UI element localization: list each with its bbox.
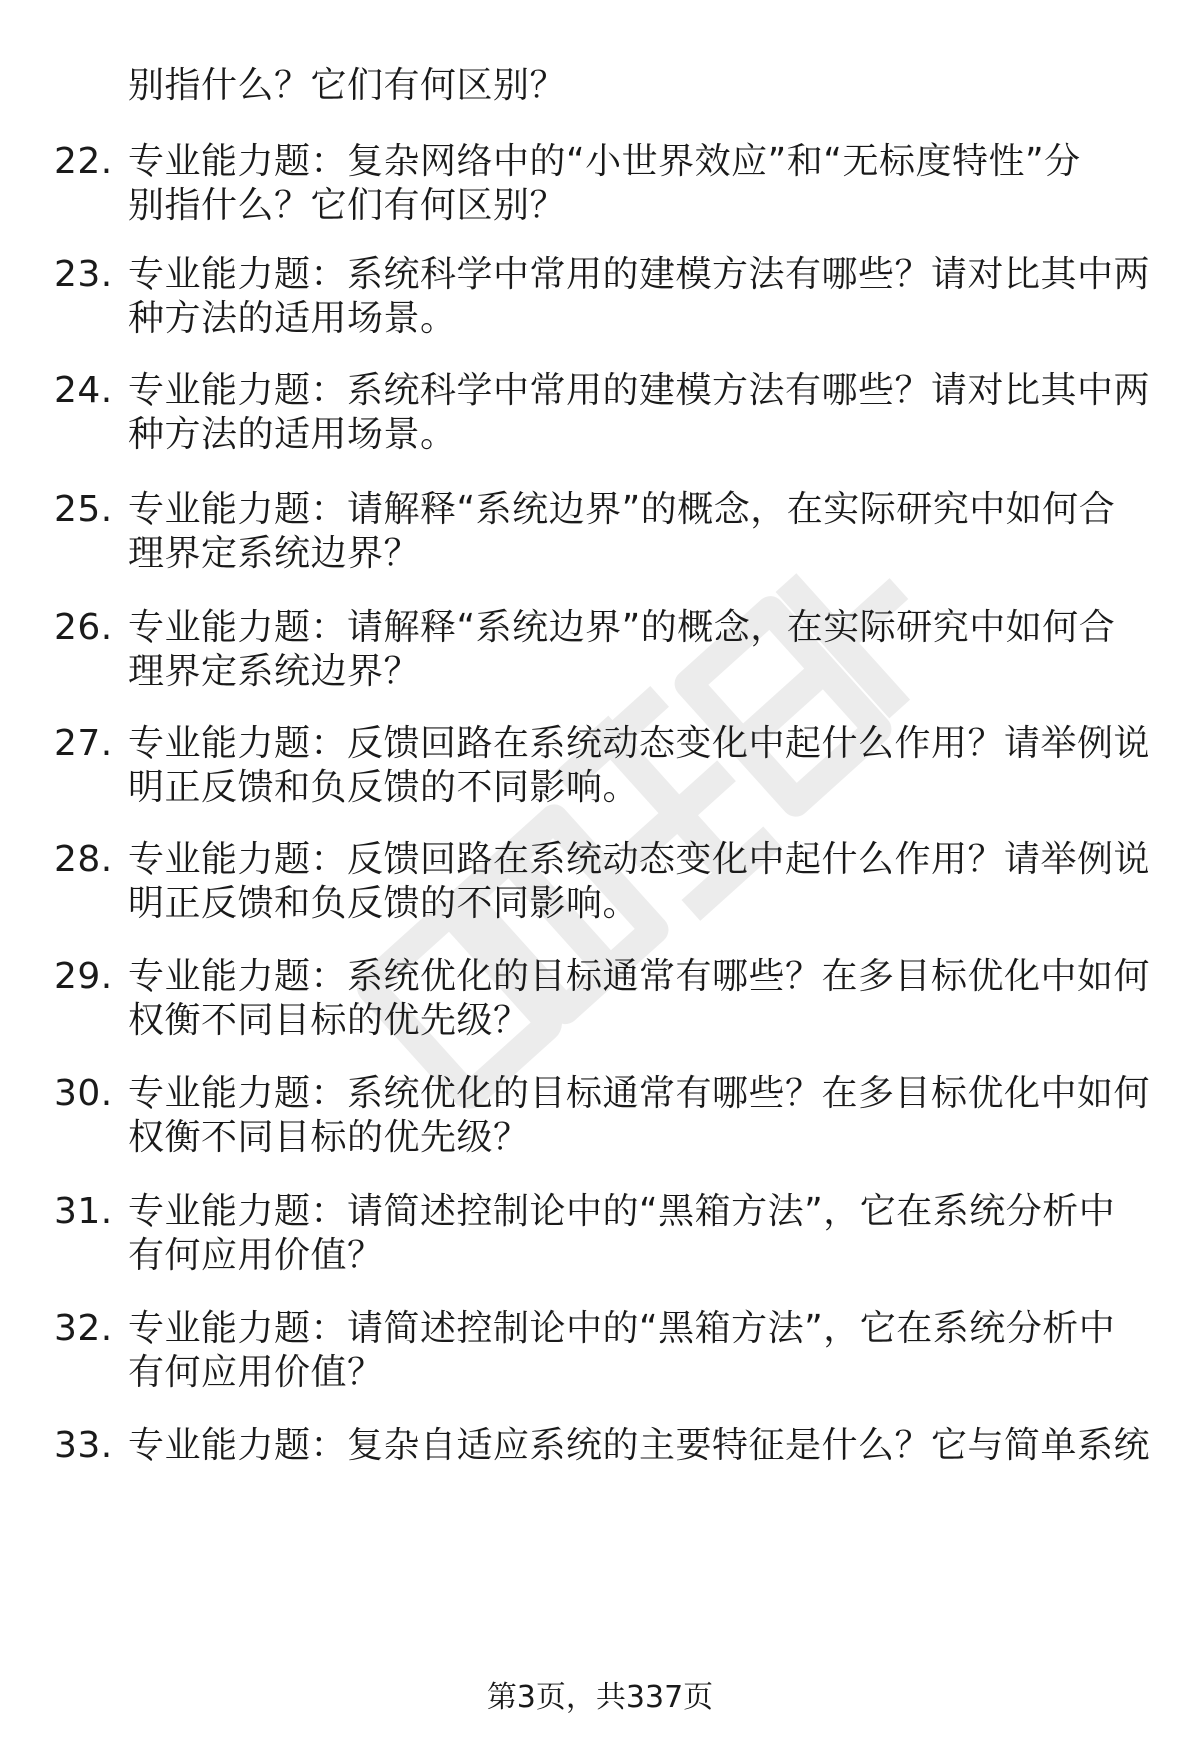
question-text-line: 有何应用价值？ xyxy=(128,1352,384,1393)
question-item xyxy=(0,953,1200,1049)
question-text-line: 权衡不同目标的优先级？ xyxy=(128,1000,530,1041)
question-item xyxy=(0,1188,1200,1284)
question-number: 22. xyxy=(54,141,113,182)
question-number: 32. xyxy=(54,1308,113,1349)
question-number: 27. xyxy=(54,723,113,764)
question-number: 31. xyxy=(54,1191,113,1232)
question-number: 23. xyxy=(54,254,113,295)
question-item xyxy=(0,138,1200,234)
question-text-line: 种方法的适用场景。 xyxy=(128,298,457,339)
question-text-line: 别指什么？它们有何区别？ xyxy=(128,185,567,226)
question-text-line: 专业能力题：复杂自适应系统的主要特征是什么？它与简单系统 xyxy=(128,1425,1151,1466)
question-number: 25. xyxy=(54,489,113,530)
question-text-line: 专业能力题：请简述控制论中的“黑箱方法”，它在系统分析中 xyxy=(128,1308,1116,1349)
question-text-line: 明正反馈和负反馈的不同影响。 xyxy=(128,767,640,808)
question-number: 30. xyxy=(54,1073,113,1114)
question-text-line: 种方法的适用场景。 xyxy=(128,414,457,455)
question-text-line: 专业能力题：反馈回路在系统动态变化中起什么作用？请举例说 xyxy=(128,723,1151,764)
question-text-line: 专业能力题：系统科学中常用的建模方法有哪些？请对比其中两 xyxy=(128,370,1151,411)
question-text-line: 专业能力题：反馈回路在系统动态变化中起什么作用？请举例说 xyxy=(128,839,1151,880)
question-text-line: 明正反馈和负反馈的不同影响。 xyxy=(128,883,640,924)
page-number-footer: 第3页，共337页 xyxy=(486,1680,714,1715)
question-item xyxy=(0,836,1200,932)
continuation-line: 别指什么？它们有何区别？ xyxy=(128,65,567,106)
question-number: 28. xyxy=(54,839,113,880)
question-text-line: 专业能力题：复杂网络中的“小世界效应”和“无标度特性”分 xyxy=(128,141,1081,182)
question-text-line: 专业能力题：系统优化的目标通常有哪些？在多目标优化中如何 xyxy=(128,1073,1151,1114)
question-item xyxy=(0,367,1200,463)
question-item xyxy=(0,486,1200,582)
question-number: 33. xyxy=(54,1425,113,1466)
question-item xyxy=(0,604,1200,700)
question-item xyxy=(0,1070,1200,1166)
question-text-line: 专业能力题：请解释“系统边界”的概念，在实际研究中如何合 xyxy=(128,607,1116,648)
question-text-line: 权衡不同目标的优先级？ xyxy=(128,1117,530,1158)
question-number: 24. xyxy=(54,370,113,411)
question-item xyxy=(0,1422,1200,1518)
question-text-line: 专业能力题：系统科学中常用的建模方法有哪些？请对比其中两 xyxy=(128,254,1151,295)
question-text-line: 专业能力题：系统优化的目标通常有哪些？在多目标优化中如何 xyxy=(128,956,1151,997)
question-text-line: 理界定系统边界？ xyxy=(128,651,421,692)
question-item xyxy=(0,720,1200,816)
question-text-line: 专业能力题：请解释“系统边界”的概念，在实际研究中如何合 xyxy=(128,489,1116,530)
question-number: 29. xyxy=(54,956,113,997)
question-item xyxy=(0,1305,1200,1401)
question-text-line: 理界定系统边界？ xyxy=(128,533,421,574)
question-text-line: 专业能力题：请简述控制论中的“黑箱方法”，它在系统分析中 xyxy=(128,1191,1116,1232)
question-text-line: 有何应用价值？ xyxy=(128,1235,384,1276)
question-item xyxy=(0,251,1200,347)
question-number: 26. xyxy=(54,607,113,648)
